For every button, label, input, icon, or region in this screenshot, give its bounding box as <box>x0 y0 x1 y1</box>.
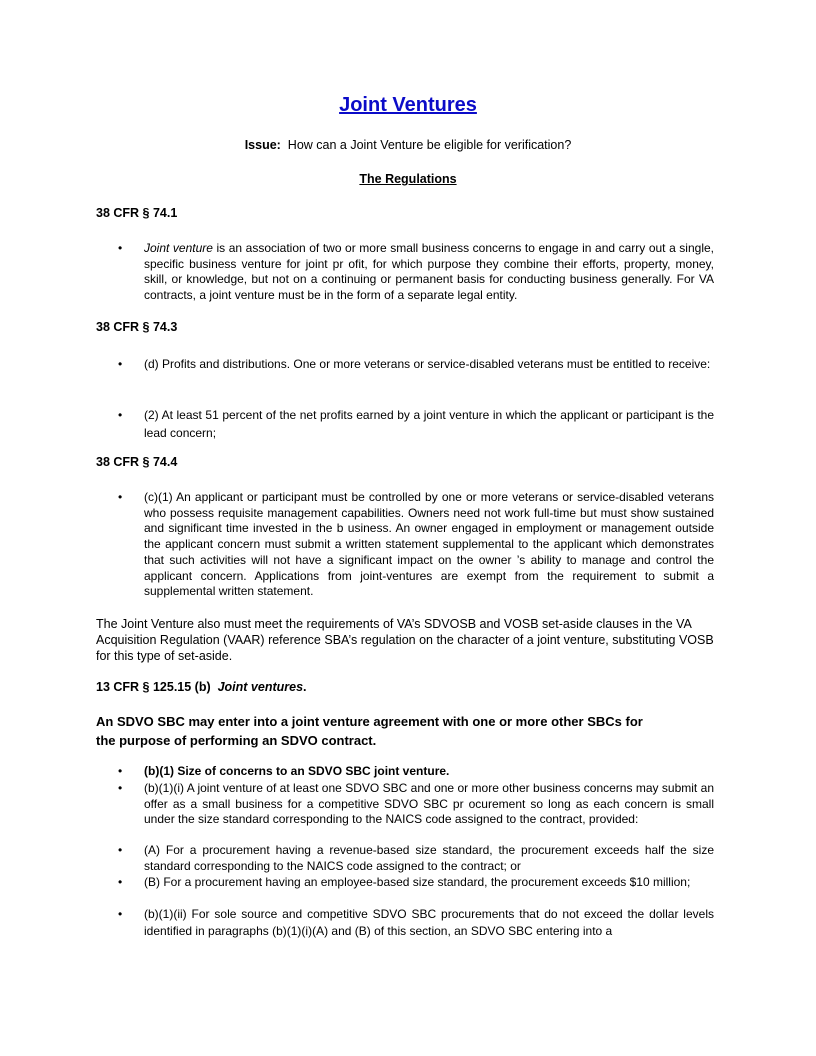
bullet-icon: • <box>118 408 123 422</box>
sdvo-statement-line: An SDVO SBC may enter into a joint venture agreement with one or more other SBCs for <box>96 714 643 729</box>
section-heading-74-4: 38 CFR § 74.4 <box>96 455 178 469</box>
heading-emphasis: Joint ventures <box>217 680 304 694</box>
bullet-icon: • <box>118 241 123 255</box>
issue-label: Issue: <box>244 138 281 152</box>
list-item-text: (2) At least 51 percent of the net profits earned by a joint venture in which the applicant or participant is the lead concern; <box>144 408 714 440</box>
list-item-text: (b)(1) Size of concerns to an SDVO SBC joint venture. <box>144 764 450 778</box>
bullet-icon: • <box>118 781 123 795</box>
sdvo-statement-line: the purpose of performing an SDVO contract. <box>96 733 377 748</box>
list-item <box>118 406 714 438</box>
issue-question: How can a Joint Venture be eligible for verification? <box>287 138 572 152</box>
issue-line <box>0 138 816 152</box>
list-item <box>118 843 714 875</box>
bullet-icon: • <box>118 875 123 889</box>
vaar-paragraph: The Joint Venture also must meet the requirements of VA’s SDVOSB and VOSB set-aside clauses in the VA Acquisition Regulation (VAAR) reference SBA’s regulation on the character of a joint venture, substituting VOSB for this type of set-aside. <box>96 617 714 663</box>
list-item-text: (b)(1)(ii) For sole source and competitive SDVO SBC procurements that do not exceed the dollar levels identified in paragraphs (b)(1)(i)(A) and (B) of this section, an SDVO SBC entering into a <box>144 907 714 938</box>
section-heading-74-1: 38 CFR § 74.1 <box>96 206 178 220</box>
bullet-icon: • <box>118 764 123 778</box>
list-item <box>118 875 714 907</box>
document-title: Joint Ventures <box>339 94 477 116</box>
defined-term: Joint venture <box>144 241 213 255</box>
list-item-text: (A) For a procurement having a revenue-based size standard, the procurement exceeds half the size standard corresponding to the NAICS code assigned to the contract; or <box>144 843 714 873</box>
list-item-text: (c)(1) An applicant or participant must be controlled by one or more veterans or service-disabled veterans who possess requisite management capabilities. Owners need not work full-time but must show sustained and significant time invested in the b usiness. An owner engaged in employment or management outside the applicant concern must submit a written statement supplemental to the applicant which demonstrates that such activities will not have a significant impact on the owner ’s ability to manage and control the applicant concern. Applications from joint-ventures are exempt from the requirement to submit a supplemental written statement. <box>144 490 714 599</box>
list-item <box>118 764 714 780</box>
heading-prefix: 13 CFR § 125.15 (b) <box>96 680 211 694</box>
bullet-icon: • <box>118 490 123 504</box>
section-heading-125-15 <box>96 680 307 694</box>
definition-text: is an association of two or more small business concerns to engage in and carry out a single, specific business venture for joint pr ofit, for which purpose they combine their efforts, property, money, skill, or knowledge, but not on a continuing or permanent basis for conducting business generally. For VA contracts, a joint venture must be in the form of a separate legal entity. <box>144 241 714 303</box>
list-item-text: (b)(1)(i) A joint venture of at least one SDVO SBC and one or more other business concerns may submit an offer as a small business for a competitive SDVO SBC pr ocurement so long as each concern is small under the size standard corresponding to the NAICS code assigned to the contract, provided: <box>144 781 714 827</box>
list-item <box>118 906 714 940</box>
bullet-icon: • <box>118 907 123 921</box>
section-heading-74-3: 38 CFR § 74.3 <box>96 320 178 334</box>
list-item-text: (d) Profits and distributions. One or more veterans or service-disabled veterans must be entitled to receive: <box>144 357 711 371</box>
bullet-icon: • <box>118 357 123 371</box>
regulations-heading: The Regulations <box>359 172 457 186</box>
list-item-text <box>144 241 714 304</box>
list-item-text: (B) For a procurement having an employee-based size standard, the procurement exceeds $10 million; <box>144 875 691 889</box>
list-item <box>118 355 714 387</box>
list-item <box>118 241 714 305</box>
heading-suffix: . <box>303 680 307 694</box>
bullet-icon: • <box>118 843 123 857</box>
list-item <box>118 781 714 844</box>
list-item <box>118 490 714 602</box>
sdvo-statement <box>96 712 716 750</box>
